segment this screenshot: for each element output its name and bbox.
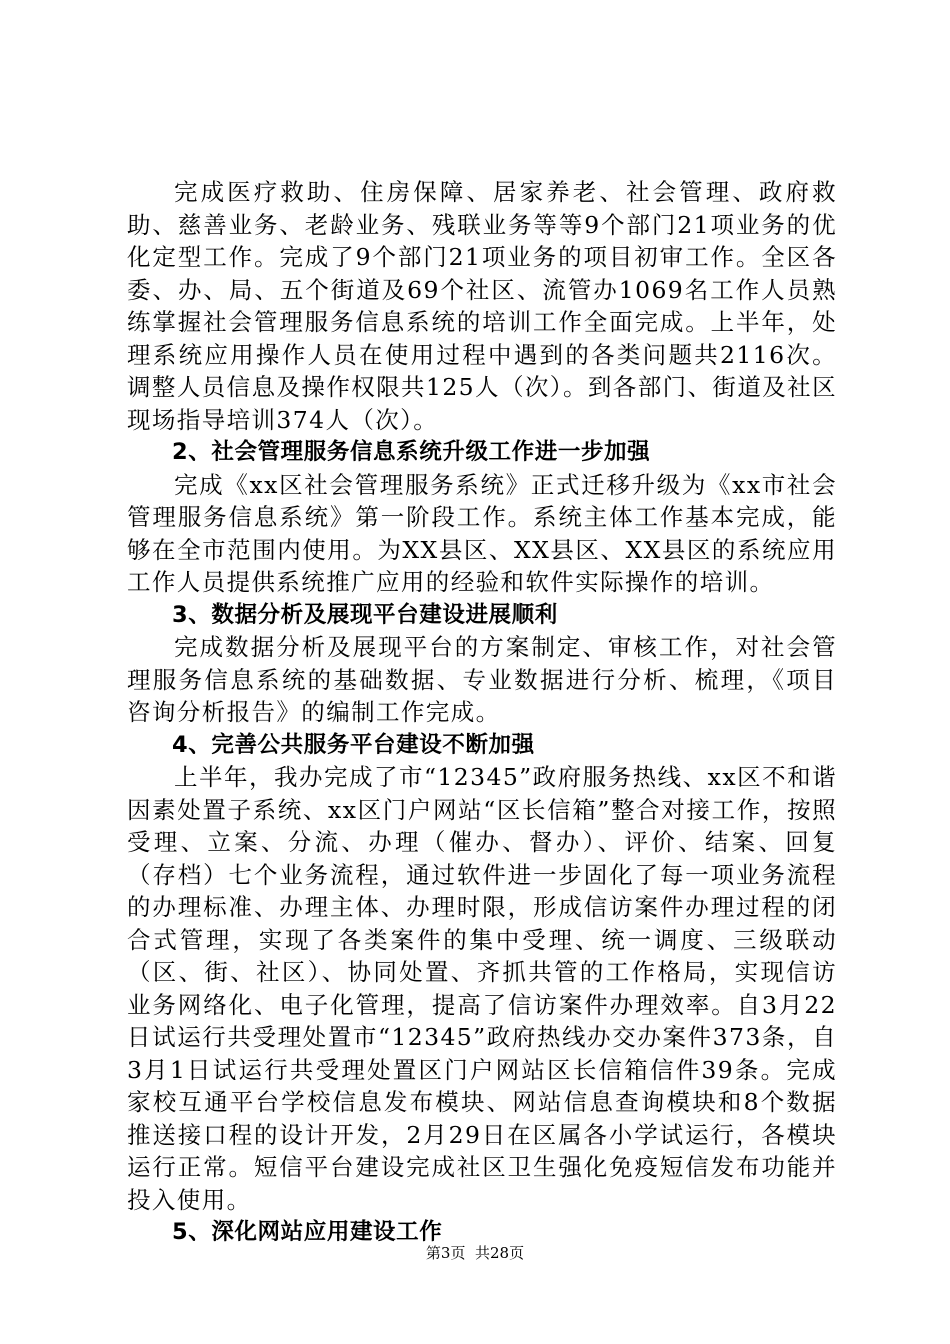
paragraph-business-optimization: 完成医疗救助、住房保障、居家养老、社会管理、政府救助、慈善业务、老龄业务、残联业务等等9个部门21项业务的优化定型工作。完成了9个部门21项业务的项目初审工作。全区各委、办、局、五个街道及69个社区、流管办1069名工作人员熟练掌握社会管理服务信息系统的培训工作全面完成。上半年，处理系统应用操作人员在使用过程中遇到的各类问题共2116次。调整人员信息及操作权限共125人（次）。到各部门、街道及社区现场指导培训374人（次）。: [127, 178, 837, 434]
page-number-footer: 第3页 共28页: [425, 1244, 525, 1262]
paragraph-public-service: 上半年，我办完成了市“12345”政府服务热线、xx区不和谐因素处置子系统、xx区门户网站“区长信箱”整合对接工作，按照受理、立案、分流、办理（催办、督办）、评价、结案、回复（存档）七个业务流程，通过软件进一步固化了每一项业务流程的办理标准、办理主体、办理时限，形成信访案件办理过程的闭合式管理，实现了各类案件的集中受理、统一调度、三级联动（区、街、社区）、协同处置、齐抓共管的工作格局，实现信访业务网络化、电子化管理，提高了信访案件办理效率。自3月22日试运行共受理处置市“12345”政府热线办交办案件373条，自3月1日试运行共受理处置区门户网站区长信箱信件39条。完成家校互通平台学校信息发布模块、网站信息查询模块和8个数据推送接口程的设计开发，2月29日在区属各小学试运行，各模块运行正常。短信平台建设完成社区卫生强化免疫短信发布功能并投入使用。: [127, 763, 837, 1214]
paragraph-data-analysis: 完成数据分析及展现平台的方案制定、审核工作，对社会管理服务信息系统的基础数据、专业数据进行分析、梳理，《项目咨询分析报告》的编制工作完成。: [127, 633, 837, 726]
document-body: [127, 176, 837, 1249]
heading-website-application: 5、深化网站应用建设工作: [172, 1219, 443, 1245]
heading-system-upgrade: 2、社会管理服务信息系统升级工作进一步加强: [172, 439, 651, 465]
heading-data-analysis-platform: 3、数据分析及展现平台建设进展顺利: [172, 601, 558, 628]
heading-public-service-platform: 4、完善公共服务平台建设不断加强: [172, 731, 535, 758]
paragraph-system-migration: 完成《xx区社会管理服务系统》正式迁移升级为《xx市社会管理服务信息系统》第一阶段工作。系统主体工作基本完成，能够在全市范围内使用。为XX县区、XX县区、XX县区的系统应用工作人员提供系统推广应用的经验和软件实际操作的培训。: [127, 470, 837, 596]
